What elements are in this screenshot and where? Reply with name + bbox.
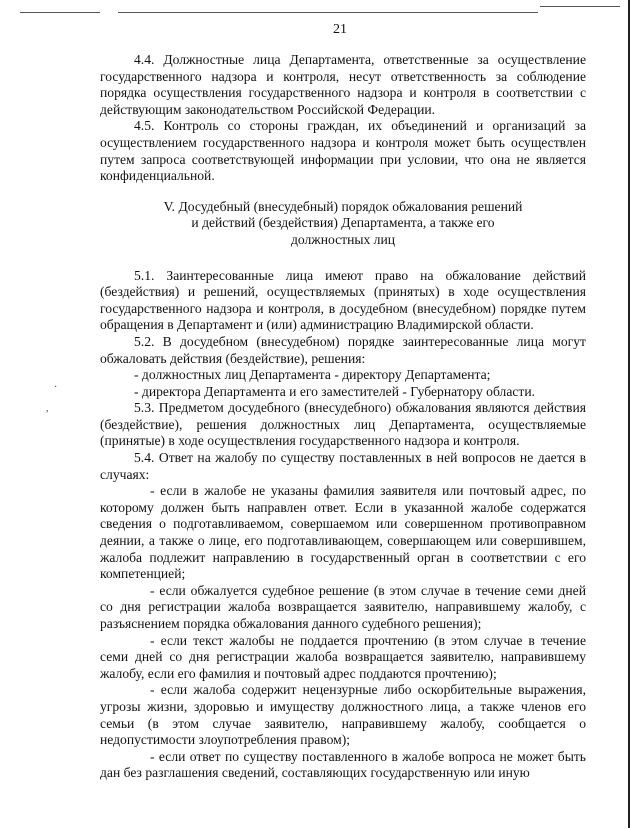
section-paragraphs bbox=[100, 268, 586, 782]
section-heading-line-1: V. Досудебный (внесудебный) порядок обжалования решений bbox=[163, 198, 523, 214]
scan-speck: · bbox=[54, 382, 58, 393]
paragraph-4-5: 4.5. Контроль со стороны граждан, их объединений и организаций за осуществлением государственного надзора и контроля может быть осуществлен путем запроса соответствующей информации при условии, что она не является конфиденциальной. bbox=[100, 118, 586, 184]
paragraph: - должностных лиц Департамента - директору Департамента; bbox=[134, 367, 491, 383]
document-body bbox=[100, 52, 586, 782]
section-heading bbox=[100, 199, 586, 249]
list-item: - если обжалуется судебное решение (в этом случае в течение семи дней со дня регистрации жалоба возвращается заявителю, направившему жалобу, с разъяснением порядка обжалования данного судебного решения); bbox=[100, 582, 586, 631]
list-item: - если текст жалобы не поддается прочтению (в этом случае в течение семи дней со дня регистрации жалоба возвращается заявителю, направившему жалобу, если его фамилия и почтовый адрес поддаются прочтению); bbox=[100, 632, 586, 681]
section-heading-line-2: и действий (бездействия) Департамента, а также его bbox=[191, 215, 495, 231]
list-item: - если жалоба содержит нецензурные либо оскорбительные выражения, угрозы жизни, здоровью и имуществу должностного лица, а также членов его семьи (в этом случае заявителю, направившему жалобу, сообщается о недопустимости злоупотребления правом); bbox=[100, 682, 586, 748]
paragraph: 5.4. Ответ на жалобу по существу поставленных в ней вопросов не дается в случаях: bbox=[100, 450, 586, 482]
section-heading-line-3: должностных лиц bbox=[290, 231, 396, 247]
paragraph-4-4: 4.4. Должностные лица Департамента, ответственные за осуществление государственного надзора и контроля, несут ответственность за соблюдение порядка осуществления государственного надзора и контроля в соответствии с действующим законодательством Российской Федерации. bbox=[100, 52, 586, 117]
paragraph: - директора Департамента и его заместителей - Губернатору области. bbox=[134, 383, 535, 399]
scan-speck: , bbox=[46, 403, 49, 414]
page-edge-shadow bbox=[628, 0, 630, 828]
paragraph: 5.2. В досудебном (внесудебном) порядке заинтересованные лица могут обжаловать действия (бездействие), решения: bbox=[100, 333, 586, 366]
scan-artifact-line-left bbox=[20, 12, 100, 13]
list-item: - если в жалобе не указаны фамилия заявителя или почтовый адрес, по которому должен быть направлен ответ. Если в указанной жалобе содержатся сведения о подготавливаемом, совершаемом или совершенном противоправном деянии, а также о лице, его подготавливающем, совершающем или совершившем, жалоба подлежит направлению в государственный орган в соответствии с его компетенцией; bbox=[100, 483, 586, 582]
paragraph: 5.1. Заинтересованные лица имеют право на обжалование действий (бездействия) и решений, осуществляемых (принятых) в ходе осуществления государственного надзора и контроля, в досудебном (внесудебном) порядке путем обращения в Департамент и (или) администрацию Владимирской области. bbox=[100, 267, 586, 333]
scan-artifact-line-right bbox=[540, 6, 620, 7]
scan-artifact-line-center bbox=[118, 12, 538, 13]
page-number: 21 bbox=[333, 22, 347, 37]
paragraph: 5.3. Предметом досудебного (внесудебного) обжалования являются действия (бездействие), решения должностных лиц Департамента, осуществляемые (принятые) в ходе осуществления государственного надзора и контроля. bbox=[100, 400, 586, 449]
list-item: - если ответ по существу поставленного в жалобе вопроса не может быть дан без разглашения сведений, составляющих государственную или иную bbox=[100, 748, 586, 781]
